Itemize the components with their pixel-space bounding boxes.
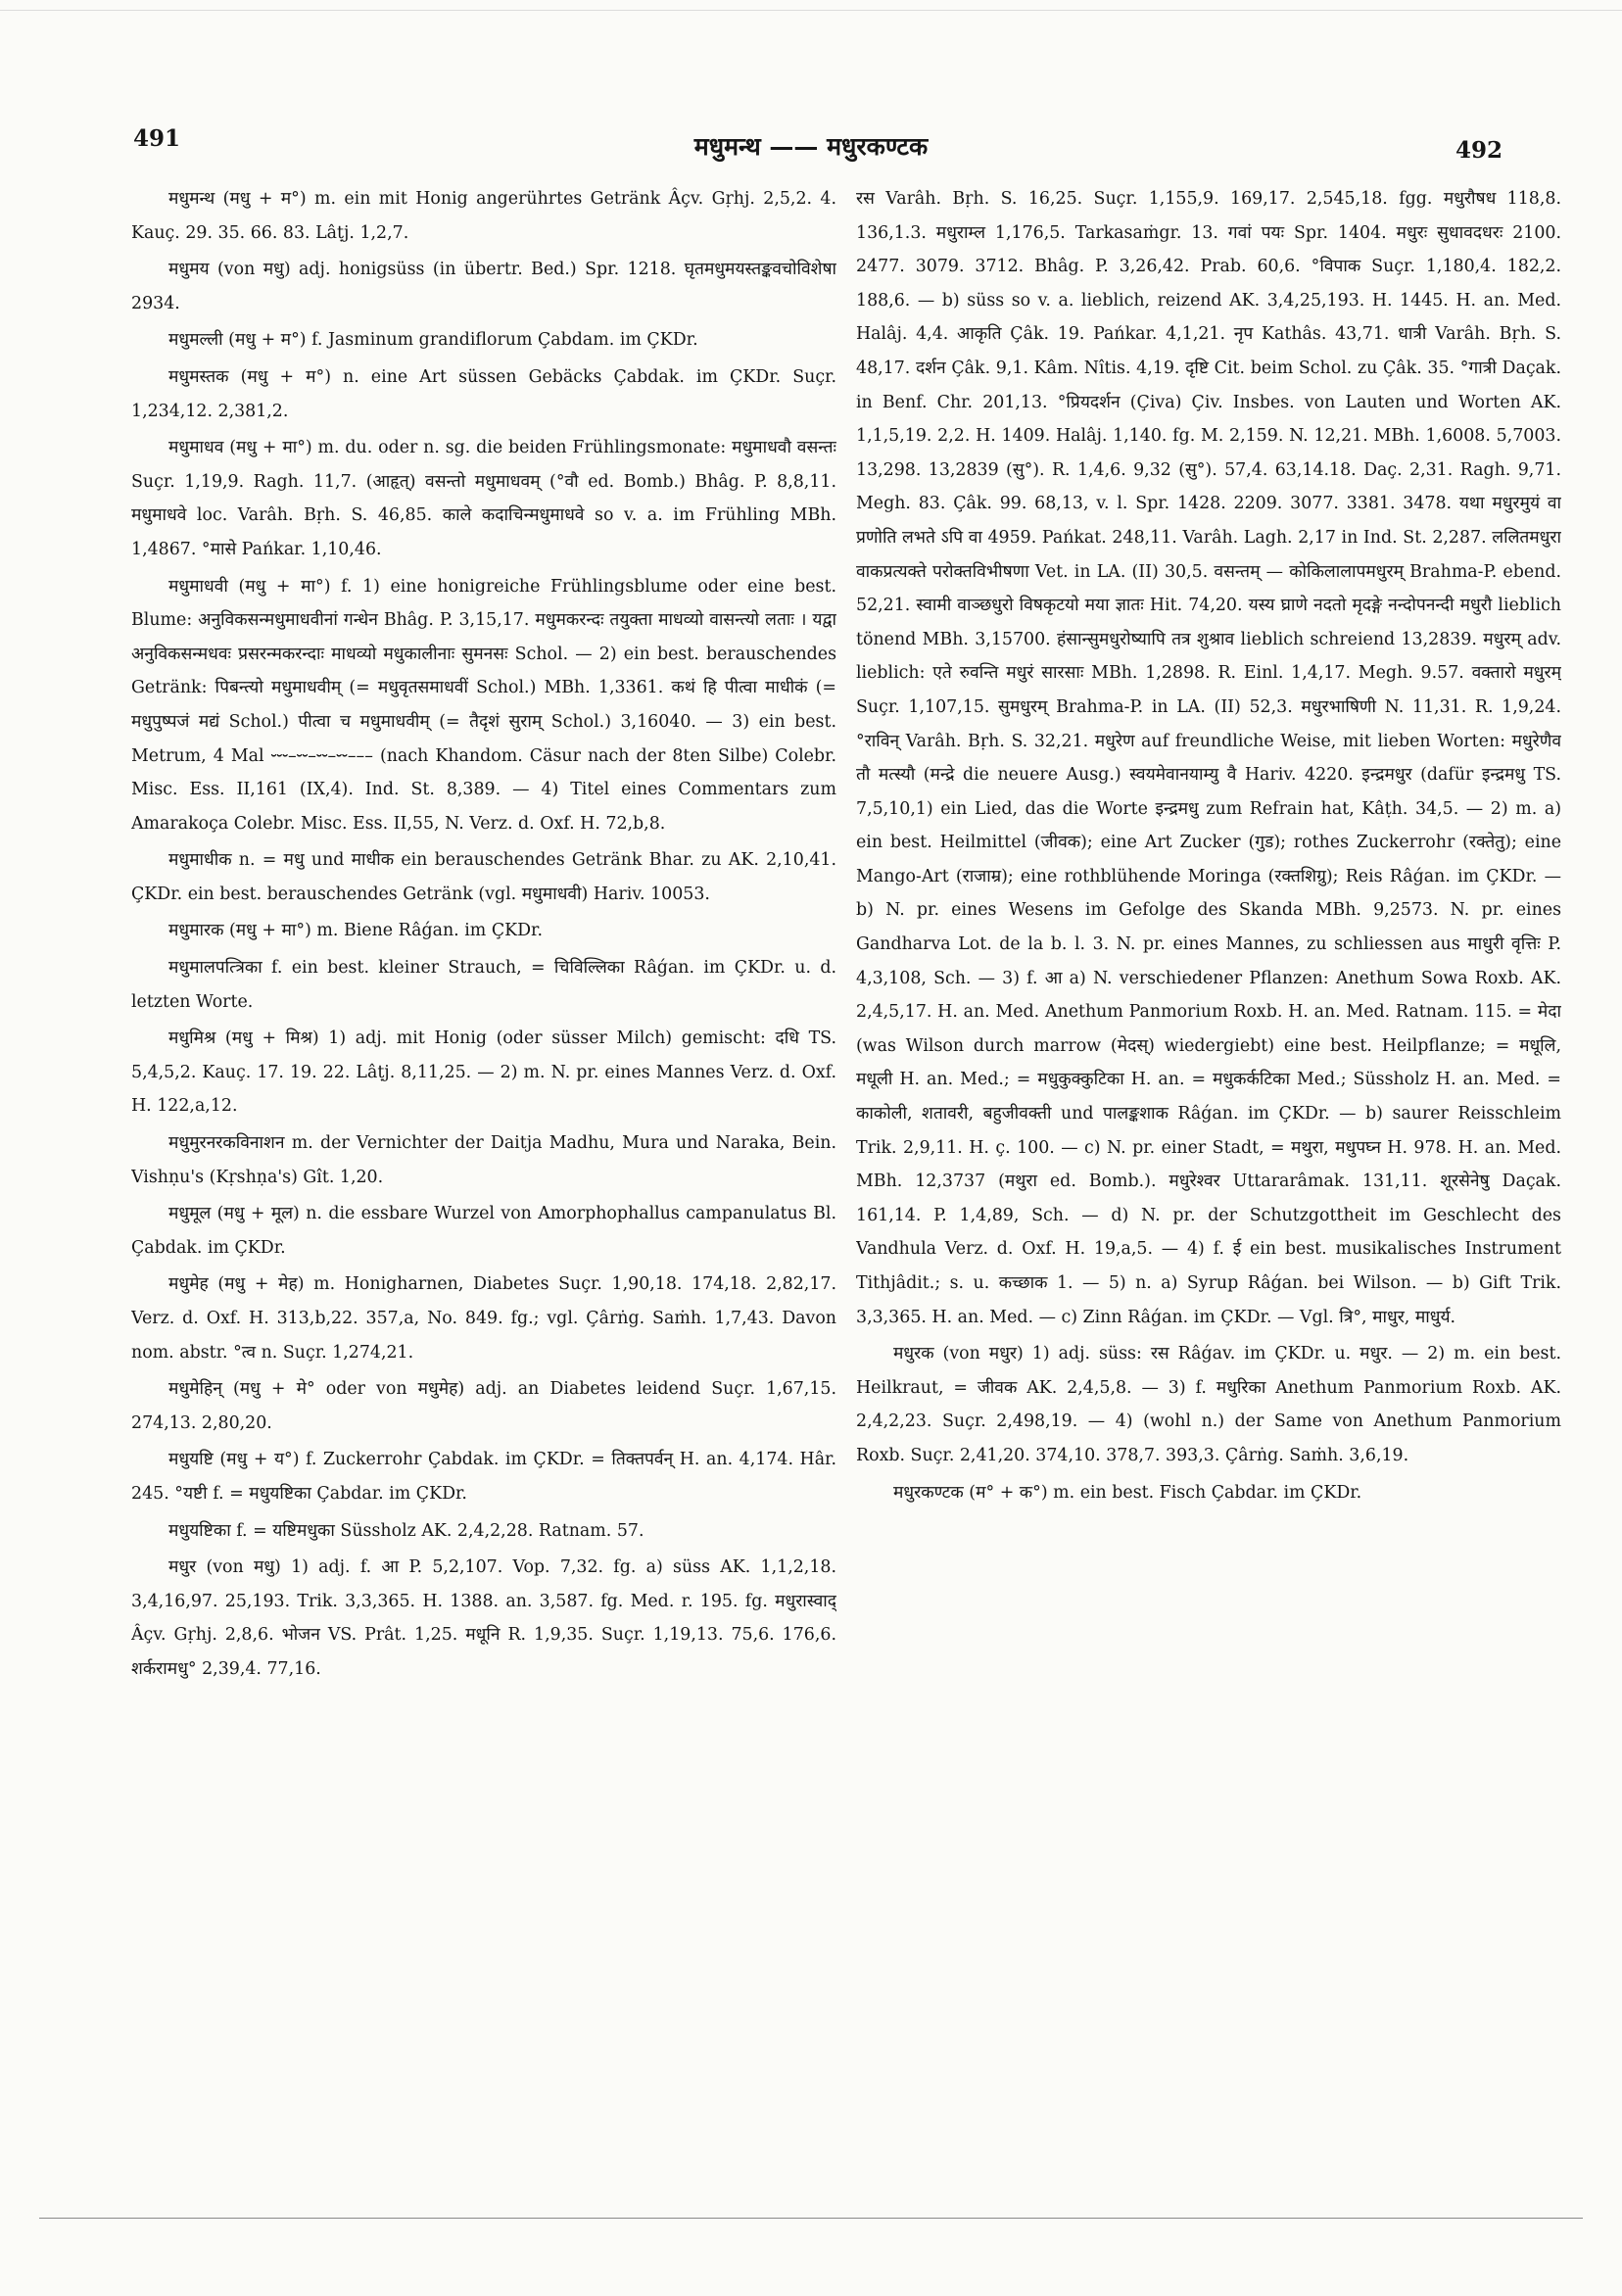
running-title: मधुमन्थ —— मधुरकण्टक [693, 132, 929, 161]
entry: मधुमिश्र (मधु + मिश्र) 1) adj. mit Honig (oder süsser Milch) gemischt: दधि TS. 5,4,5,2. Kauç. 17. 19. 22. Lâṭj. 8,11,25. — 2) m. N. pr. eines Mannes Verz. d. Oxf. H. 122,a,12. [131, 1028, 836, 1117]
entry: मधुयष्टिका f. = यष्टिमधुका Süssholz AK. 2,4,2,28. Ratnam. 57. [168, 1520, 644, 1541]
entry: मधुमाधीक n. = मधु und माधीक ein berauschendes Getränk Bhar. zu AK. 2,10,41. ÇKDr. ein best. berauschendes Getränk (vgl. मधुमाधवी) Hariv. 10053. [131, 850, 836, 904]
page-number-right: 492 [1455, 137, 1503, 164]
footer-rule [39, 2218, 1583, 2219]
entry: मधुमस्तक (मधु + म°) n. eine Art süssen Gebäcks Çabdak. im ÇKDr. Suçr. 1,234,12. 2,381,2. [131, 366, 836, 421]
entry: मधुमूल (मधु + मूल) n. die essbare Wurzel von Amorphophallus campanulatus Bl. Çabdak. im ÇKDr. [131, 1204, 836, 1258]
page-number-left: 491 [133, 125, 181, 152]
top-rule [0, 10, 1622, 11]
left-column [131, 182, 836, 2171]
entry: मधुमय (von मधु) adj. honigsüss (in übertr. Bed.) Spr. 1218. घृतमधुमयस्तङ्कवचोविशेषा 2934. [131, 260, 836, 313]
entry: मधुमेह (मधु + मेह) m. Honigharnen, Diabetes Suçr. 1,90,18. 174,18. 2,82,17. Verz. d. Oxf. H. 313,b,22. 357,a, No. 849. fg.; vgl. Çârṅg. Saṁh. 1,7,43. Davon nom. abstr. °त्व n. Suçr. 1,274,21. [131, 1274, 836, 1363]
entry: मधुमल्ली (मधु + म°) f. Jasminum grandiflorum Çabdam. im ÇKDr. [168, 330, 698, 351]
entry: मधुमुरनरकविनाशन m. der Vernichter der Daitja Madhu, Mura und Naraka, Bein. Vishṇu's (Kṛshṇa's) Gît. 1,20. [131, 1133, 836, 1187]
entry: मधुमारक (मधु + मा°) m. Biene Râǵan. im ÇKDr. [168, 921, 543, 941]
entry: मधुमेहिन् (मधु + मे° oder von मधुमेह) adj. an Diabetes leidend Suçr. 1,67,15. 274,13. 2,80,20. [131, 1379, 836, 1433]
entry: मधुमाधव (मधु + मा°) m. du. oder n. sg. die beiden Frühlingsmonate: मधुमाधवौ वसन्तः Suçr. 1,19,9. Ragh. 11,7. (आहृत्) वसन्तो मधुमाधवम् (°वौ ed. Bomb.) Bhâg. P. 8,8,11. मधुमाधवे loc. Varâh. Bṛh. S. 46,85. काले कदाचिन्मधुमाधवे so v. a. im Frühling MBh. 1,4867. °मासे Pańkar. 1,10,46. [131, 438, 836, 559]
entry: मधुर (von मधु) 1) adj. f. आ P. 5,2,107. Vop. 7,32. fg. a) süss AK. 1,1,2,18. 3,4,16,97. 25,193. Trik. 3,3,365. H. 1388. an. 3,587. fg. Med. r. 195. fg. मधुरास्वाद् Âçv. Gṛhj. 2,8,6. भोजन VS. Prât. 1,25. मधूनि R. 1,9,35. Suçr. 1,19,13. 75,6. 176,6. शर्करामधु° 2,39,4. 77,16. [131, 1557, 836, 1679]
entry: मधुमाधवी (मधु + मा°) f. 1) eine honigreiche Frühlingsblume oder eine best. Blume: अनुविकसन्मधुमाधवीनां गन्धेन Bhâg. P. 3,15,17. मधुमकरन्दः तयुक्ता माधव्यो वासन्त्यो लताः । यद्वा अनुविकसन्मधवः प्रसरन्मकरन्दाः माधव्यो मधुकालीनाः सुमनसः Schol. — 2) ein best. berauschendes Getränk: पिबन्त्यो मधुमाधवीम् (= मधुवृतसमाधवीं Schol.) MBh. 1,3361. कथं हि पीत्वा माधीकं (= मधुपुष्पजं मद्यं Schol.) पीत्वा च मधुमाधवीम् (= तैदृशं सुराम् Schol.) 3,16040. — 3) ein best. Metrum, 4 Mal ⏑⏑⏑–⏑⏑–⏑⏑–⏑⏑––– (nach Khandom. Cäsur nach der 8ten Silbe) Colebr. Misc. Ess. II,161 (IX,4). Ind. St. 8,389. — 4) Titel eines Commentars zum Amarakoça Colebr. Misc. Ess. II,55, N. Verz. d. Oxf. H. 72,b,8. [131, 576, 836, 834]
entry: मधुयष्टि (मधु + य°) f. Zuckerrohr Çabdak. im ÇKDr. = तिक्तपर्वन् H. an. 4,174. Hâr. 245. °यष्टी f. = मधुयष्टिका Çabdar. im ÇKDr. [131, 1450, 836, 1504]
right-column [856, 182, 1561, 2171]
entry: मधुमन्थ (मधु + म°) m. ein mit Honig angerührtes Getränk Âçv. Gṛhj. 2,5,2. 4. Kauç. 29. 35. 66. 83. Lâṭj. 1,2,7. [131, 189, 836, 243]
entry: मधुरक (von मधुर) 1) adj. süss: रस Râǵav. im ÇKDr. u. मधुर. — 2) m. ein best. Heilkraut, = जीवक AK. 2,4,5,8. — 3) f. मधुरिका Anethum Panmorium Roxb. AK. 2,4,2,23. Suçr. 2,498,19. — 4) (wohl n.) der Same von Anethum Panmorium Roxb. Suçr. 2,41,20. 374,10. 378,7. 393,3. Çârṅg. Saṁh. 3,6,19. [856, 1344, 1561, 1465]
page-header [0, 125, 1622, 168]
entry: मधुरकण्टक (म° + क°) m. ein best. Fisch Çabdar. im ÇKDr. [893, 1482, 1362, 1503]
entry-continuation: रस Varâh. Bṛh. S. 16,25. Suçr. 1,155,9. 169,17. 2,545,18. fgg. मधुरौषध 118,8. 136,1.3. मधुराम्ल 1,176,5. Tarkasaṁgr. 13. गवां पयः Spr. 1404. मधुरः सुधावदधरः 2100. 2477. 3079. 3712. Bhâg. P. 3,26,42. Prab. 60,6. °विपाक Suçr. 1,180,4. 182,2. 188,6. — b) süss so v. a. lieblich, reizend AK. 3,4,25,193. H. 1445. H. an. Med. Halâj. 4,4. आकृति Çâk. 19. Pańkar. 4,1,21. नृप Kathâs. 43,71. धात्री Varâh. Bṛh. S. 48,17. दर्शन Çâk. 9,1. Kâm. Nîtis. 4,19. दृष्टि Cit. beim Schol. zu Çâk. 35. °गात्री Daçak. in Benf. Chr. 201,13. °प्रियदर्शन (Çiva) Çiv. Insbes. von Lauten und Worten AK. 1,1,5,19. 2,2. H. 1409. Halâj. 1,140. fg. M. 2,159. N. 12,21. MBh. 1,6008. 5,7003. 13,298. 13,2839 (सु°). R. 1,4,6. 9,32 (सु°). 57,4. 63,14.18. Daç. 2,31. Ragh. 9,71. Megh. 83. Çâk. 99. 68,13, v. l. Spr. 1428. 2209. 3077. 3381. 3478. यथा मधुरमुयं वा प्रणोति लभते ऽपि वा 4959. Pańkat. 248,11. Varâh. Lagh. 2,17 in Ind. St. 2,287. ललितमधुरा वाकप्रत्यक्ते परोक्तविभीषणा Vet. in LA. (II) 30,5. वसन्तम् — कोकिलालापमधुरम् Brahma-P. ebend. 52,21. स्वामी वाञ्छधुरो विषकृटयो मया ज्ञातः Hit. 74,20. यस्य घ्राणे नदतो मृदङ्गे नन्दोपनन्दी मधुरौ lieblich tönend MBh. 3,15700. हंसान्सुमधुरोष्यापि तत्र शुश्राव lieblich schreiend 13,2839. मधुरम् adv. lieblich: एते रुवन्ति मधुरं सारसाः MBh. 1,2898. R. Einl. 1,4,17. Megh. 9.57. वक्तारो मधुरम् Suçr. 1,107,15. सुमधुरम् Brahma-P. in LA. (II) 52,3. मधुरभाषिणी N. 11,31. R. 1,9,24. °राविन् Varâh. Bṛh. S. 32,21. मधुरेण auf freundliche Weise, mit lieben Worten: मधुरेणैव तौ मत्स्यौ (मन्द्रे die neuere Ausg.) स्वयमेवानयाम्यु वै Hariv. 4220. इन्द्रमधुर (dafür इन्द्रमधु TS. 7,5,10,1) ein Lied, das die Worte इन्द्रमधु zum Refrain hat, Kâṭh. 34,5. — 2) m. a) ein best. Heilmittel (जीवक); eine Art Zucker (गुड); rothes Zuckerrohr (रक्तेतु); eine Mango-Art (राजाम्र); eine rothblühende Moringa (रक्तशिग्रु); Reis Râǵan. im ÇKDr. — b) N. pr. eines Wesens im Gefolge des Skanda MBh. 9,2573. N. pr. eines Gandharva Lot. de la b. l. 3. N. pr. eines Mannes, zu schliessen aus माधुरी वृत्तिः P. 4,3,108, Sch. — 3) f. आ a) N. verschiedener Pflanzen: Anethum Sowa Roxb. AK. 2,4,5,17. H. an. Med. Anethum Panmorium Roxb. H. an. Med. Ratnam. 115. = मेदा (was Wilson durch marrow (मेदस्) wiedergiebt) eine best. Heilpflanze; = मधूलि, मधूली H. an. Med.; = मधुकुक्कुटिका H. an. = मधुकर्कटिका Med.; Süssholz H. an. Med. = काकोली, शतावरी, बहुजीवक्ती und पालङ्कशाक Râǵan. im ÇKDr. — b) saurer Reisschleim Trik. 2,9,11. H. ç. 100. — c) N. pr. einer Stadt, = मथुरा, मधुपघ्न H. 978. H. an. Med. MBh. 12,3737 (मथुरा ed. Bomb.). मधुरेश्वर Uttararâmak. 131,11. शूरसेनेषु Daçak. 161,14. P. 1,4,89, Sch. — d) N. pr. der Schutzgottheit im Geschlecht des Vandhula Verz. d. Oxf. H. 19,a,5. — 4) f. ई ein best. musikalisches Instrument Tithjâdit.; s. u. कच्छाक 1. — 5) n. a) Syrup Râǵan. bei Wilson. — b) Gift Trik. 3,3,365. H. an. Med. — c) Zinn Râǵan. im ÇKDr. — Vgl. त्रि°, माधुर, माधुर्य. [856, 189, 1561, 1327]
entry: मधुमालपत्त्रिका f. ein best. kleiner Strauch, = चिविल्लिका Râǵan. im ÇKDr. u. d. letzten Worte. [131, 958, 836, 1012]
